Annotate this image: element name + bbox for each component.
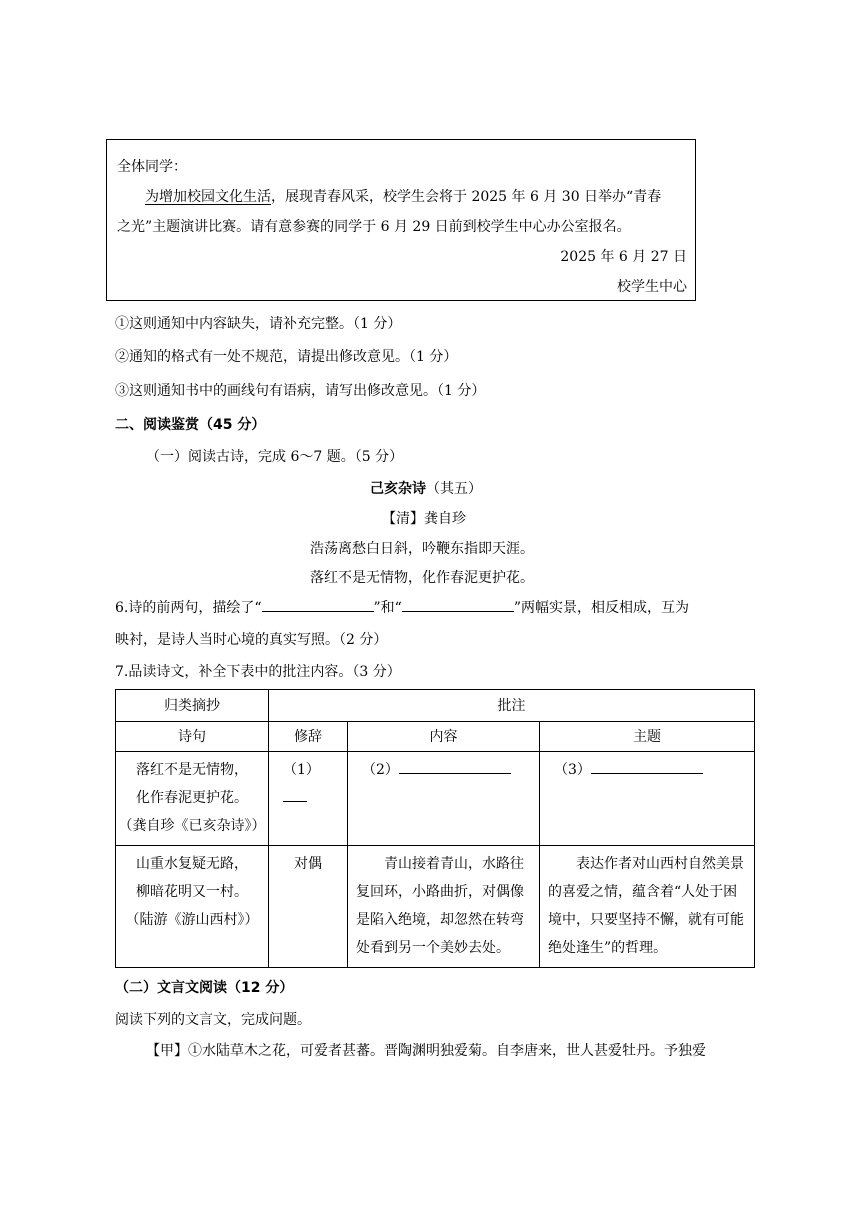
header-category: 归类摘抄 — [116, 690, 269, 722]
row2-theme: 表达作者对山西村自然美景的喜爱之情，蕴含着“人处于困境中，只要坚持不懈，就有可能绝处逢生”的哲理。 — [548, 856, 744, 956]
row1-poem-cell — [116, 752, 269, 846]
col-theme-header: 主题 — [540, 722, 755, 752]
row1-blank-2-label: （2） — [362, 762, 399, 778]
question-5-3: ③这则通知书中的画线句有语病，请写出修改意见。（1 分） — [115, 383, 486, 399]
notice-body-line-1 — [145, 186, 661, 206]
question-7: 7.品读诗文，补全下表中的批注内容。（3 分） — [115, 664, 401, 680]
table-header-row-1 — [116, 690, 755, 722]
annotation-table — [115, 689, 755, 968]
row2-content: 青山接着青山，水路往复回环，小路曲折，对偶像是陷入绝境，却忽然在转弯处看到另一个美妙去处。 — [356, 856, 524, 956]
poem-title-suffix: （其五） — [426, 481, 482, 497]
table-row — [116, 846, 755, 968]
notice-underlined-sentence: 为增加校园文化生活 — [145, 189, 271, 205]
q6-part-3: ”两幅实景，相反相成，互为 — [513, 600, 690, 616]
row2-rhetoric-cell — [269, 846, 348, 968]
row1-content-cell — [348, 752, 540, 846]
q6-blank-1[interactable] — [262, 597, 374, 612]
row1-rhetoric-cell — [269, 752, 348, 846]
notice-body-line-2: 之光”主题演讲比赛。请有意参赛的同学于 6 月 29 日前到校学生中心办公室报名。 — [117, 219, 631, 235]
col-poem-header: 诗句 — [116, 722, 269, 752]
row1-poem-line-2: 化作春泥更护花。 — [136, 790, 248, 806]
poem-title — [370, 478, 482, 498]
q6-part-1: 6.诗的前两句，描绘了“ — [115, 600, 262, 616]
row2-poem-line-2: 柳暗花明又一村。 — [136, 884, 248, 900]
question-5-2: ②通知的格式有一处不规范，请提出修改意见。（1 分） — [115, 349, 458, 365]
notice-body-rest: ，展现青春风采，校学生会将于 2025 年 6 月 30 日举办“青春 — [271, 189, 662, 205]
q6-blank-2[interactable] — [402, 597, 514, 612]
notice-date: 2025 年 6 月 27 日 — [560, 249, 687, 265]
row2-content-cell — [348, 846, 540, 968]
poem-line-2: 落红不是无情物，化作春泥更护花。 — [310, 570, 534, 586]
q6-part-2: ”和“ — [373, 600, 402, 616]
part-two-heading: （二）文言文阅读（12 分） — [115, 980, 294, 996]
row1-poem-source: （龚自珍《已亥杂诗》） — [118, 818, 266, 834]
col-rhetoric-header: 修辞 — [269, 722, 348, 752]
row1-blank-1-label: （1） — [283, 762, 320, 778]
passage-jia-line: 【甲】①水陆草木之花，可爱者甚蕃。晋陶渊明独爱菊。自李唐来，世人甚爱牡丹。予独爱 — [146, 1043, 706, 1059]
row2-poem-line-1: 山重水复疑无路， — [136, 856, 248, 872]
notice-signature: 校学生中心 — [617, 279, 687, 295]
row1-blank-2[interactable] — [399, 759, 511, 774]
col-content-header: 内容 — [348, 722, 540, 752]
row1-blank-3[interactable] — [591, 759, 703, 774]
header-annotation: 批注 — [269, 690, 755, 722]
table-header-row-2 — [116, 722, 755, 752]
row2-poem-source: （陆游《游山西村》） — [125, 912, 259, 928]
row1-blank-3-label: （3） — [554, 762, 591, 778]
row1-blank-1[interactable] — [283, 787, 307, 802]
row2-rhetoric: 对偶 — [294, 856, 322, 872]
part-one-heading: （一）阅读古诗，完成 6～7 题。（5 分） — [146, 449, 404, 465]
question-6-line-1 — [115, 597, 689, 617]
table-row — [116, 752, 755, 846]
poem-line-1: 浩荡离愁白日斜，吟鞭东指即天涯。 — [310, 541, 534, 557]
notice-box — [106, 139, 696, 301]
question-5-1: ①这则通知中内容缺失，请补充完整。（1 分） — [115, 316, 402, 332]
poem-title-text: 己亥杂诗 — [370, 481, 426, 497]
row2-theme-cell — [540, 846, 755, 968]
poem-author: 【清】龚自珍 — [382, 511, 466, 527]
row1-theme-cell — [540, 752, 755, 846]
part-two-instruction: 阅读下列的文言文，完成问题。 — [115, 1012, 311, 1028]
section-two-heading: 二、阅读鉴赏（45 分） — [115, 417, 266, 433]
row2-poem-cell — [116, 846, 269, 968]
question-6-line-2: 映衬，是诗人当时心境的真实写照。（2 分） — [115, 632, 388, 648]
row1-poem-line-1: 落红不是无情物， — [136, 762, 248, 778]
notice-salutation: 全体同学： — [117, 159, 187, 175]
